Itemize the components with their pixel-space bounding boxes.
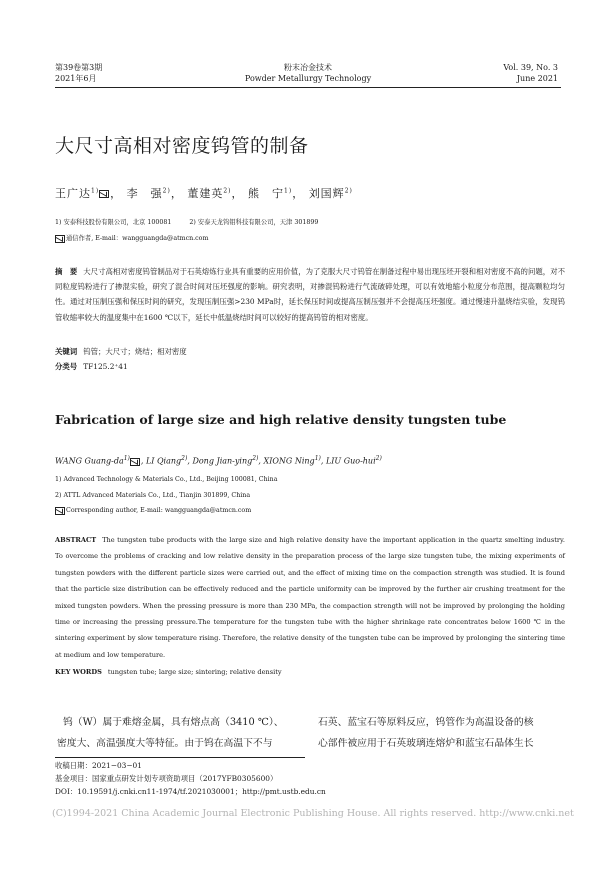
abstract-text-en: The tungsten tube products with the large size and high relative density have the important application in the quartz smelting industry. To overcome the problems of cracking and low relative density in the preparation process of the large size tungsten tube, the mixing experiments of tungsten powders with the different particle sizes were carried out, and the effect of mixing time on the compaction strength was studied. It is found that the particle size distribution can be effectively reduced and the particle uniformity can be improved by the further air crushing treatment for the mixed tungsten powders. When the pressing pressure is more than 230 MPa, the compaction strength will not be improved by prolonging the holding time or increasing the pressing pressure.The temperature for the tungsten tube with the higher shrinkage rate concentrates below 1600 ℃ in the sintering experiment by slow temperature rising. Therefore, the relative density of the tungsten tube can be improved by prolonging the sintering time at medium and low temperature. <box>55 536 565 659</box>
author-name: 王广达 <box>55 187 91 200</box>
body-line: 密度大、高温强度大等特征。由于钨在高温下不与 <box>57 737 273 749</box>
abstract-text-cn: 大尺寸高相对密度钨管制品对于石英熔炼行业具有重要的应用价值，为了克服大尺寸钨管在制备过程中易出现压坯开裂和相对密度不高的问题，对不同粒度钨粉进行了掺混实验，研究了混合时间对压坯强度的影响。研究表明，对掺混钨粉进行气流破碎处理，可以有效地缩小粒度分布范围，提高颗粒均匀性。通过对压制压强和保压时间的研究，发现压制压强>230 MPa时，延长保压时间或提高压制压强并不会提高压坯强度。通过慢速升温烧结实验，发现钨管收缩率较大的温度集中在1600 ℃以下，延长中低温烧结时间可以较好的提高钨管的相对密度。 <box>55 267 565 322</box>
keywords-cn <box>55 344 565 359</box>
corresponding-en <box>55 506 251 515</box>
volume-issue-en: Vol. 39, No. 3 <box>503 63 558 72</box>
copyright-notice: (C)1994-2021 China Academic Journal Electronic Publishing House. All rights reserved. http://www.cnki.net <box>52 808 574 819</box>
envelope-icon <box>130 458 140 466</box>
corresponding-email-cn: 通信作者, E-mail：wangguangda@atmcn.com <box>66 235 209 242</box>
author-affiliation-mark: 2) <box>344 187 353 195</box>
affiliation-2-cn: 2) 安泰天龙钨钼科技有限公司，天津 301899 <box>189 219 319 226</box>
article-title-en: Fabrication of large size and high relative density tungsten tube <box>55 412 507 427</box>
author-name: XIONG Ning <box>263 456 315 466</box>
journal-name <box>208 62 408 84</box>
envelope-icon <box>55 507 65 515</box>
envelope-icon <box>55 235 65 243</box>
author-name: 李 强 <box>126 187 163 200</box>
affiliation-1-en: 1) Advanced Technology & Materials Co., Ltd., Beijing 100081, China <box>55 476 278 483</box>
abstract-en <box>55 532 565 663</box>
journal-issue-en <box>418 62 558 84</box>
body-column-2 <box>318 713 568 754</box>
body-line: 钨（W）属于难熔金属，具有熔点高（3410 ℃）、 <box>63 717 284 728</box>
journal-name-en: Powder Metallurgy Technology <box>244 74 372 83</box>
header-rule <box>55 87 561 88</box>
keywords-text-cn: 钨管；大尺寸；烧结；相对密度 <box>83 347 187 356</box>
author-affiliation-mark: 1) <box>314 455 321 462</box>
author-affiliation-mark: 2) <box>252 455 259 462</box>
date-cn: 2021年6月 <box>55 74 97 83</box>
author-affiliation-mark: 1) <box>284 187 293 195</box>
author-affiliation-mark: 2) <box>375 455 382 462</box>
author-name: 刘国辉 <box>308 187 345 200</box>
author-list-en: WANG Guang-$da^{1)}$ , LI Qiang$^{2)}$, Dong Jian-ying$^{2)}$, XIONG Ning$^{1)}$, LIU Guo-hui$^{2)}$ <box>55 455 382 466</box>
classification-number: TF125.2⁺41 <box>83 362 128 371</box>
author-affiliation-mark: 2) <box>181 455 188 462</box>
envelope-icon <box>99 190 109 198</box>
keywords-label-cn: 关键词 <box>55 347 78 356</box>
author-name: 熊 宁 <box>248 187 285 200</box>
received-date: 收稿日期：2021−03−01 <box>55 761 142 770</box>
journal-issue-cn <box>55 62 102 84</box>
journal-name-cn: 粉末冶金技术 <box>284 63 332 72</box>
body-line: 石英、蓝宝石等原料反应，钨管作为高温设备的核 <box>318 717 534 728</box>
classification <box>55 359 565 374</box>
author-name: LI Qiang <box>145 456 182 466</box>
abstract-label-cn: 摘 要 <box>55 267 78 276</box>
affiliations-cn <box>55 218 318 227</box>
corresponding-email-en: Corresponding author, E-mail: wangguangda@atmcn.com <box>66 507 252 514</box>
date-en: June 2021 <box>516 74 558 83</box>
corresponding-cn <box>55 234 208 243</box>
body-line: 心部件被应用于石英玻璃连熔炉和蓝宝石晶体生长 <box>318 737 534 749</box>
author-affiliation-mark: 2) <box>223 187 232 195</box>
author-name: Dong Jian-ying <box>192 456 253 466</box>
author-name: 董建英 <box>187 187 224 200</box>
author-affiliation-mark: 2) <box>162 187 171 195</box>
affiliation-1-cn: 1) 安泰科技股份有限公司，北京 100081 <box>55 219 172 226</box>
keywords-label-en: KEY WORDS <box>55 668 102 676</box>
volume-issue-cn: 第39卷第3期 <box>55 63 103 72</box>
article-title-cn: 大尺寸高相对密度钨管的制备 <box>55 135 309 157</box>
classification-label: 分类号 <box>55 362 78 371</box>
author-name: LIU Guo-hui <box>325 456 376 466</box>
abstract-cn <box>55 264 565 325</box>
footnote-rule <box>55 757 305 758</box>
abstract-label-en: ABSTRACT <box>55 536 97 544</box>
keywords-en <box>55 664 565 680</box>
author-affiliation-mark: 1) <box>91 187 100 195</box>
author-list-cn: 王广达$^{1)}$ ， 李 强$^{2)}$， 董建英$^{2)}$， 熊 宁$^{1)}$， 刘国辉$^{2)}$ <box>55 187 353 200</box>
funding: 基金项目：国家重点研发计划专项资助项目（2017YFB0305600） <box>55 774 278 783</box>
affiliation-2-en: 2) ATTL Advanced Materials Co., Ltd., Tianjin 301899, China <box>55 492 251 499</box>
author-affiliation-mark: 1) <box>123 455 130 462</box>
doi: DOI：10.19591/j.cnki.cn11-1974/tf.2021030001；http://pmt.ustb.edu.cn <box>55 787 326 796</box>
keywords-text-en: tungsten tube; large size; sintering; relative density <box>107 668 282 676</box>
body-column-1 <box>57 713 307 754</box>
author-name: WANG Guang-da <box>55 456 124 466</box>
